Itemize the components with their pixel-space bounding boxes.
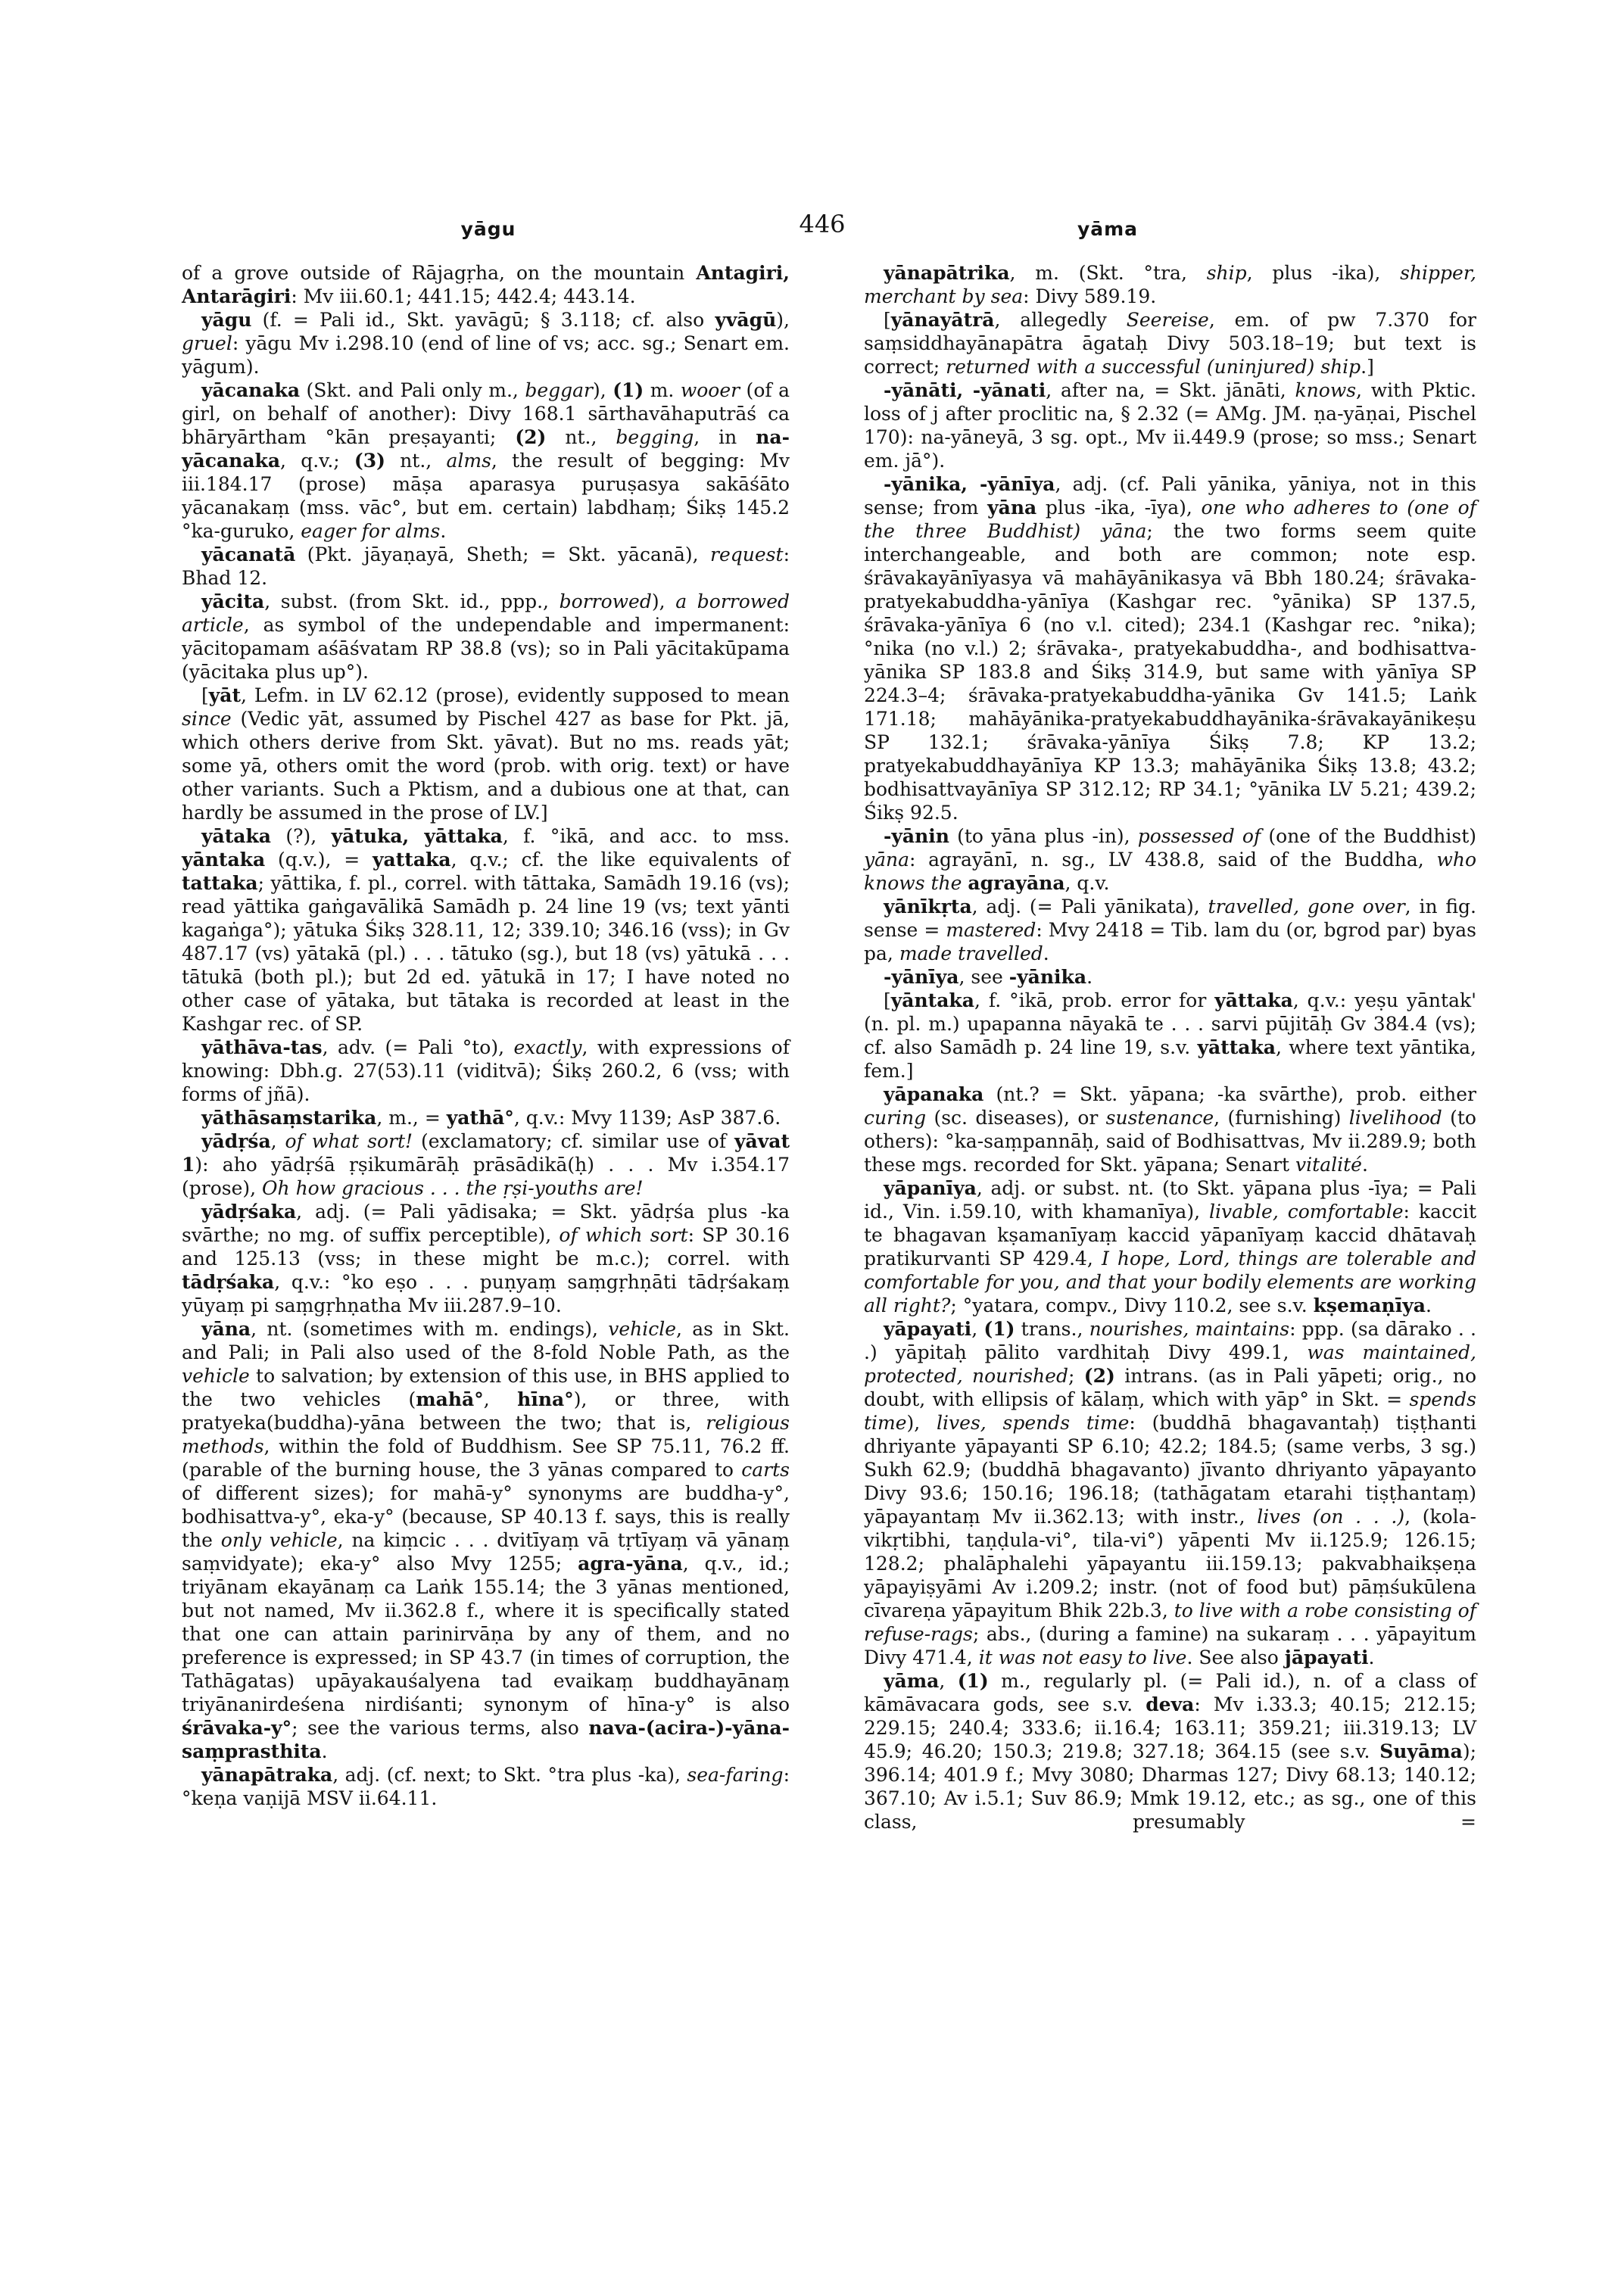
italic-gloss: wooer (680, 379, 740, 401)
entry-text: (?), (271, 825, 332, 847)
italic-gloss: possessed of (1137, 825, 1261, 847)
entry-text: plus -ika, -īya), (1036, 497, 1202, 519)
entry-text: , (971, 1318, 984, 1340)
bold-text: (1) (983, 1318, 1015, 1340)
bold-text: yāpayati (884, 1318, 972, 1340)
entry-text: : yāgu Mv i.298.10 (end of line of vs; acc. sg.; Senart em. yāgum). (182, 332, 790, 378)
entry-text: ; (1068, 1365, 1084, 1387)
entry-text: ; yāttika, f. pl., correl. with tāttaka, Samādh 19.16 (vs); read yāttika gaṅgavālikā Samādh p. 24 line 19 (vs; text yānti kagaṅga°); yātuka Śikṣ 328.11, 12; 339.10; 346.16 (vss); in Gv 487.17 (vs) yātakā (pl.) . . . tātuko (sg.), but 18 (vs) yātukā . . . tātukā (both pl.); but 2d ed. yātukā in 17; I have noted no other case of yātaka, but tātaka is recorded at least in the Kashgar rec. of SP. (182, 872, 790, 1035)
entry-text: (Vedic yāt, assumed by Pischel 427 as base for Pkt. jā, which others derive from Skt. yāvat). But no ms. reads yāt; some yā, others omit the word (prob. with orig. text) or have other variants. Such a Pktism, and a dubious one at that, can hardly be assumed in the prose of LV.] (182, 708, 790, 824)
entry-text: [ (201, 684, 209, 706)
entry-text: (one of the Buddhist) (1261, 825, 1477, 847)
italic-gloss: borrowed (559, 590, 652, 612)
italic-gloss: returned with a successful (uninjured) ship (946, 356, 1361, 378)
italic-gloss: sea-faring (687, 1764, 784, 1786)
italic-gloss: begging (616, 426, 694, 448)
italic-gloss: carts (741, 1459, 790, 1481)
entry-text: : °keṇa vaṇijā MSV ii.64.11. (182, 1764, 790, 1809)
italic-gloss: curing (864, 1107, 927, 1129)
entry-text: , after na, = Skt. jānāti, (1046, 379, 1295, 401)
bold-text: yānapātrika (884, 262, 1010, 284)
entry-text: : (buddhā bhagavantaḥ) tiṣṭhanti dhriyante yāpayanti SP 6.10; 42.2; 184.5; (same verbs, 3 sg.) Sukh 62.9; (buddhā bhagavanto) jīvanto dhriyanto yāpayanto Divy 93.6; 150.16; 196.18; (tathāgatam etarahi tiṣṭhantaṃ) yāpayantaṃ Mv ii.362.13; with instr., (864, 1412, 1476, 1528)
entry-text: [ (884, 309, 891, 331)
entry-text: , adj. or subst. nt. (to Skt. yāpana plus -īya; = Pali id., Vin. i.59.10, with khamanīya), (864, 1177, 1476, 1223)
entry-text: . (1425, 1294, 1432, 1316)
bold-text: -yānīya (884, 966, 959, 988)
entry-text: , (270, 1130, 285, 1152)
entry-text: , as in Skt. and Pali; in Pali also used of the 8-fold Noble Path, as the (182, 1318, 790, 1363)
bold-text: yāpanaka (884, 1083, 984, 1105)
italic-gloss: vehicle (608, 1318, 677, 1340)
entry-text: [ (884, 989, 891, 1011)
entry-text: , see (959, 966, 1009, 988)
entry-text: , with Pktic. loss of j after proclitic na, § 2.32 (= AMg. JM. ṇa-yāṇai, Pischel 170): na-yāneyā, 3 sg. opt., Mv ii.449.9 (prose; so mss.; Senart em. jā°). (864, 379, 1477, 472)
entry-text: trans., (1015, 1318, 1089, 1340)
entry-text: , m., = (376, 1107, 447, 1129)
entry-text: . (1086, 966, 1093, 988)
bold-text: yāpanīya (884, 1177, 977, 1199)
bold-text: agra-yāna (578, 1553, 683, 1575)
bold-text: deva (1146, 1693, 1195, 1715)
entry-text: , q.v.: Mvy 1139; AsP 387.6. (513, 1107, 781, 1129)
dictionary-entry (864, 895, 1476, 965)
entry-text: ), (651, 590, 676, 612)
entry-text: : Bhad 12. (182, 544, 790, 589)
entry-text: . (1368, 1647, 1375, 1668)
entry-text: to salvation; by extension of this use, in BHS applied to the two vehicles ( (182, 1365, 790, 1410)
entry-text: , q.v.: °ko eṣo . . . puṇyaṃ saṃgṛhṇāti tādṛśakaṃ yūyaṃ pi saṃgṛhṇatha Mv iii.287.9–10. (182, 1271, 790, 1316)
entry-text: : Mvy 2418 = Tib. lam du (or, bgrod par) byas pa, (864, 919, 1476, 964)
bold-text: (1) (613, 379, 644, 401)
dictionary-entry (182, 1763, 790, 1810)
entry-text: , where text yāntika, fem.] (864, 1036, 1476, 1082)
italic-gloss: lives, spends time (937, 1412, 1130, 1434)
entry-text: , m. (Skt. °tra, (1009, 262, 1207, 284)
dictionary-entry (864, 472, 1476, 824)
entry-text: ), (906, 1412, 937, 1434)
entry-text: , adj. (cf. Pali yānika, yāniya, not in this sense; from (864, 473, 1476, 519)
bold-text: -yānin (884, 825, 949, 847)
bold-text: yāvat 1 (182, 1130, 790, 1176)
entry-text: , in fig. sense = (864, 896, 1477, 941)
entry-text: . (1361, 1154, 1368, 1176)
italic-gloss: shipper, merchant by sea (864, 262, 1476, 307)
bold-text: yānīkṛta (884, 896, 972, 918)
bold-text: yādṛśa (201, 1130, 271, 1152)
entry-text: . (440, 520, 447, 542)
bold-text: (3) (354, 450, 385, 472)
entry-text: , the result of begging: Mv iii.184.17 (prose) māṣa aparasya puruṣasya sakāśāto yācanakaṃ (mss. vāc°, but em. certain) labdhaṃ; Śikṣ 145.2 °ka-guruko, (182, 450, 790, 542)
entry-text: ), or three, with pratyeka(buddha)-yāna between the two; that is, (182, 1388, 790, 1434)
italic-gloss: exactly (513, 1036, 582, 1058)
entry-text: ); 396.14; 401.9 f.; Mvy 3080; Dharmas 127; Divy 68.13; 140.12; 367.10; Av i.5.1; Suv 86.9; Mmk 19.12, etc.; as sg., one of this class, presumably = (864, 1740, 1476, 1833)
entry-text: , adv. (= Pali °to), (322, 1036, 514, 1058)
entry-text: (to others): °ka-saṃpannāḥ, said of Bodhisattvas, Mv ii.289.9; both these mgs. recorded for Skt. yāpana; Senart (864, 1107, 1476, 1176)
dictionary-entry (182, 379, 790, 543)
entry-text: , f. °ikā, prob. error for (974, 989, 1215, 1011)
italic-gloss: one who adheres to (one of the three Buddhist) yāna (864, 497, 1476, 542)
italic-gloss: of which sort (559, 1224, 688, 1246)
dictionary-entry (864, 989, 1476, 1083)
entry-text: , subst. (from Skt. id., ppp., (264, 590, 560, 612)
entry-text: , nt. (sometimes with m. endings), (251, 1318, 609, 1340)
italic-gloss: knows (1295, 379, 1357, 401)
bold-text: yathā° (446, 1107, 514, 1129)
entry-text: , q.v., id.; triyānam ekayānaṃ ca Laṅk 155.14; the 3 yānas mentioned, but not named, Mv ii.362.8 f., where it is specifically stated that one can attain parinirvāṇa by any of them, and no preference is expressed; in SP 43.7 (in times of corruption, the Tathāgatas) upāyakauśalyena tad evaikaṃ buddhayānaṃ triyānanirdeśena nirdiśanti; synonym of hīna-y° is also (182, 1553, 790, 1715)
italic-gloss: a borrowed article (182, 590, 790, 636)
bold-text: hīna° (517, 1388, 574, 1410)
bold-text: yāntaka (182, 849, 266, 871)
italic-gloss: vitalité (1295, 1154, 1362, 1176)
bold-text: yāthāva-tas (201, 1036, 323, 1058)
entry-text: ; see the various terms, also (291, 1717, 589, 1739)
italic-gloss: who knows the (864, 849, 1476, 894)
italic-gloss: alms (446, 450, 491, 472)
entry-text: , allegedly (994, 309, 1127, 331)
bold-text: Antagiri, Antarāgiri (182, 262, 790, 307)
entry-text: . See also (1186, 1647, 1285, 1668)
entry-text: (nt.? = Skt. yāpana; -ka svārthe), prob. either (983, 1083, 1476, 1105)
left-column (182, 261, 790, 1810)
bold-text: yāttaka (1214, 989, 1293, 1011)
entry-text: (f. = Pali id., Skt. yavāgū; § 3.118; cf. also (251, 309, 715, 331)
entry-text: , adj. (= Pali yānikata), (971, 896, 1208, 918)
bold-text: śrāvaka-y° (182, 1717, 292, 1739)
entry-text: , Lefm. in LV 62.12 (prose), evidently supposed to mean (241, 684, 790, 706)
dictionary-entry (182, 1317, 790, 1763)
italic-gloss: travelled, gone over (1208, 896, 1405, 918)
italic-gloss: nourishes, maintains (1089, 1318, 1290, 1340)
entry-text: nt., (546, 426, 616, 448)
dictionary-entry (182, 1036, 790, 1106)
bold-text: yānayātrā (890, 309, 995, 331)
dictionary-entry (864, 1317, 1476, 1669)
entry-text: m. (644, 379, 681, 401)
entry-text: , in (694, 426, 756, 448)
italic-gloss: eager for alms (301, 520, 441, 542)
dictionary-entry (182, 308, 790, 379)
entry-text: (exclamatory; cf. similar use of (413, 1130, 735, 1152)
italic-gloss: vehicle (182, 1365, 250, 1387)
bold-text: agrayāna (968, 872, 1065, 894)
bold-text: (2) (515, 426, 547, 448)
dictionary-entry (182, 590, 790, 684)
bold-text: yāna (987, 497, 1037, 519)
entry-text: , em. of pw 7.370 for saṃsiddhayānapātra āgataḥ Divy 503.18–19; but text is correct; (864, 309, 1476, 378)
bold-text: yātuka, yāttaka (331, 825, 503, 847)
italic-gloss: sustenance (1105, 1107, 1214, 1129)
bold-text: yācanatā (201, 544, 296, 565)
italic-gloss: of what sort! (285, 1130, 413, 1152)
bold-text: yāt (208, 684, 242, 706)
dictionary-entry (864, 965, 1476, 989)
entry-text: ; the two forms seem quite interchangeable, and both are common; note esp. śrāvakayānīyasya vā mahāyānikasya vā Bbh 180.24; śrāvaka-pratyekabuddha-yānīya (Kashgar rec. °yānika) SP 137.5, śrāvaka-yānīya 6 (no v.l. cited); 234.1 (Kashgar rec. °nika); °nika (no v.l.) 2; śrāvaka-, pratyekabuddha-, and bodhisattva-yānika SP 183.8 and Śikṣ 314.9, but same with yānīya SP 224.3–4; śrāvaka-pratyekabuddha-yānika Gv 141.5; Laṅk 171.18; mahāyānika-pratyekabuddhayānika-śrāvakayānikeṣu SP 132.1; śrāvaka-yānīya Śikṣ 7.8; KP 13.2; pratyekabuddhayānīya KP 13.3; mahāyānika Śikṣ 13.8; 43.2; bodhisattvayānīya SP 312.12; RP 34.1; °yānika LV 5.21; 439.2; Śikṣ 92.5. (864, 520, 1477, 824)
dictionary-entry (182, 1129, 790, 1200)
entry-text: , plus -ika), (1246, 262, 1401, 284)
italic-gloss: livable, comfortable (1209, 1201, 1404, 1223)
italic-gloss: was maintained, protected, nourished (864, 1341, 1476, 1387)
entry-text: , adj. (= Pali yādisaka; = Skt. yādṛśa plus -ka svārthe; no mg. of suffix perceptible), (182, 1201, 790, 1246)
italic-gloss: beggar (525, 379, 594, 401)
dictionary-entry (864, 1669, 1476, 1833)
italic-gloss: yāna (864, 849, 910, 871)
italic-gloss: made travelled (899, 942, 1043, 964)
entry-text: ; °yatara, compv., Divy 110.2, see s.v. (950, 1294, 1314, 1316)
bold-text: (2) (1083, 1365, 1115, 1387)
dictionary-entry (182, 261, 790, 308)
bold-text: yvāgū (715, 309, 777, 331)
bold-text: yāntaka (890, 989, 974, 1011)
italic-gloss: Oh how gracious . . . the ṛṣi-youths are! (262, 1177, 644, 1199)
bold-text: yāthāsaṃstarika (201, 1107, 377, 1129)
italic-gloss: since (182, 708, 232, 730)
entry-text: . (321, 1740, 328, 1762)
bold-text: -yānika (1008, 966, 1087, 988)
entry-text: of a grove outside of Rājagṛha, on the mountain (182, 262, 697, 284)
dictionary-entry (864, 1176, 1476, 1317)
dictionary-entry (864, 824, 1476, 895)
italic-gloss: spends time (864, 1388, 1476, 1434)
entry-text: ): aho yādṛśā ṛṣikumārāḥ prāsādikā(ḥ) . . . Mv i.354.17 (prose), (182, 1154, 790, 1199)
dictionary-entry (182, 1106, 790, 1129)
entry-text: (Skt. and Pali only m., (300, 379, 525, 401)
entry-text: , q.v.; cf. the like equivalents of (450, 849, 790, 871)
entry-text: : ppp. (sa dārako . . .) yāpitaḥ pālito vardhitaḥ Divy 499.1, (864, 1318, 1476, 1363)
entry-text: : SP 30.16 and 125.13 (vss; in these might be m.c.); correl. with (182, 1224, 790, 1270)
entry-text: .] (1361, 356, 1374, 378)
italic-gloss: religious methods (182, 1412, 790, 1457)
bold-text: nava-(acira-)-yāna-saṃprasthita (182, 1717, 790, 1762)
bold-text: yācita (201, 590, 265, 612)
bold-text: yāgu (201, 309, 252, 331)
page-number: 446 (799, 210, 846, 238)
entry-text: , with expressions of knowing: Dbh.g. 27(53).11 (viditvā); Śikṣ 260.2, 6 (vss; with forms of jñā). (182, 1036, 790, 1105)
bold-text: -yānāti, -yānati (884, 379, 1046, 401)
entry-text: , q.v.; (280, 450, 354, 472)
italic-gloss: gruel (182, 332, 232, 354)
italic-gloss: lives (on . . .) (1257, 1506, 1405, 1528)
italic-gloss: only vehicle (220, 1529, 338, 1551)
dictionary-entry (864, 1083, 1476, 1176)
entry-text: , (483, 1388, 518, 1410)
dictionary-entry (182, 543, 790, 590)
bold-text: yādṛśaka (201, 1201, 297, 1223)
entry-text: , na kiṃcic . . . dvitīyaṃ vā tṛtīyaṃ vā yānaṃ saṃvidyate); eka-y° also Mvy 1255; (182, 1529, 790, 1575)
entry-text: , f. °ikā, and acc. to mss. (502, 825, 790, 847)
entry-text: : Mv iii.60.1; 441.15; 442.4; 443.14. (291, 285, 636, 307)
bold-text: yācanaka (201, 379, 301, 401)
bold-text: Suyāma (1379, 1740, 1463, 1762)
italic-gloss: livelihood (1348, 1107, 1442, 1129)
entry-text: , (939, 1670, 958, 1692)
entry-text: , within the fold of Buddhism. See SP 75.11, 76.2 ff. (parable of the burning house, the 3 yānas compared to (182, 1435, 790, 1481)
italic-gloss: mastered (946, 919, 1036, 941)
italic-gloss: to live with a robe consisting of refuse-rags (864, 1600, 1476, 1645)
italic-gloss: it was not easy to live (978, 1647, 1187, 1668)
entry-text: ; abs., (during a famine) na sukaraṃ . . . yāpayitum Divy 471.4, (864, 1623, 1476, 1668)
dictionary-entry (182, 1200, 790, 1317)
entry-text: : Divy 589.19. (1023, 285, 1157, 307)
entry-text: intrans. (as in Pali yāpeti; orig., no doubt, with ellipsis of kālaṃ, which with yāp° in Skt. = (864, 1365, 1477, 1410)
entry-text: nt., (385, 450, 447, 472)
entry-text: , (kola-vikṛtibhi, taṇḍula-vi°, tila-vi°) yāpenti Mv ii.125.9; 126.15; 128.2; phalāphalehi yāpayantu iii.159.13; pakvabhaikṣeṇa yāpayiṣyāmi Av i.209.2; instr. (not of food but) pāṃśukūlena cīvareṇa yāpayitum Bhik 22b.3, (864, 1506, 1477, 1622)
entry-text: ), (776, 309, 790, 331)
bold-text: -yānika, -yānīya (884, 473, 1055, 495)
bold-text: tattaka (182, 872, 258, 894)
entry-text: , as symbol of the undependable and impermanent: yācitopamam aśāśvatam RP 38.8 (vs); so in Pali yācitakūpama (yācitaka plus up°). (182, 614, 790, 683)
right-column (864, 261, 1476, 1833)
dictionary-entry (864, 261, 1476, 308)
italic-gloss: request (710, 544, 784, 565)
entry-text: : kaccit te bhagavan kṣamanīyaṃ kaccid yāpanīyaṃ kaccid dhātavaḥ pratikurvanti SP 429.4, (864, 1201, 1476, 1270)
entry-text: , q.v.: yeṣu yāntak' (n. pl. m.) upapanna nāyakā te . . . sarvi pūjitāḥ Gv 384.4 (vs); cf. also Samādh p. 24 line 19, s.v. (864, 989, 1476, 1058)
italic-gloss: Seereise (1126, 309, 1209, 331)
bold-text: (1) (957, 1670, 989, 1692)
entry-text: of different sizes); for mahā-y° synonyms are buddha-y°, bodhisattva-y°, eka-y° (because, SP 40.13 f. says, this is really the (182, 1482, 790, 1551)
entry-text: , q.v. (1064, 872, 1110, 894)
entry-text: ), (593, 379, 613, 401)
right-guide-word: yāma (1077, 218, 1139, 240)
bold-text: yāna (201, 1318, 251, 1340)
entry-text: (sc. diseases), or (926, 1107, 1106, 1129)
entry-text: . (1043, 942, 1049, 964)
dictionary-entry (864, 379, 1476, 472)
dictionary-entry (182, 684, 790, 824)
bold-text: na-yācanaka (182, 426, 790, 472)
bold-text: yānapātraka (201, 1764, 333, 1786)
bold-text: jāpayati (1284, 1647, 1369, 1668)
bold-text: mahā° (416, 1388, 484, 1410)
entry-text: : Mv i.33.3; 40.15; 212.15; 229.15; 240.4; 333.6; ii.16.4; 163.11; 359.21; iii.319.13; LV 45.9; 46.20; 150.3; 219.8; 327.18; 364.15 (see s.v. (864, 1693, 1476, 1762)
entry-text: (Pkt. jāyaṇayā, Sheth; = Skt. yācanā), (295, 544, 711, 565)
bold-text: yāttaka (1197, 1036, 1276, 1058)
dictionary-entry (864, 308, 1476, 379)
bold-text: kṣemaṇīya (1313, 1294, 1426, 1316)
entry-text: , adj. (cf. next; to Skt. °tra plus -ka), (332, 1764, 687, 1786)
entry-text: (to yāna plus -in), (949, 825, 1138, 847)
bold-text: yattaka (372, 849, 451, 871)
italic-gloss: I hope, Lord, things are tolerable and comfortable for you, and that your bodily elements are working all right? (864, 1248, 1476, 1316)
bold-text: yātaka (201, 825, 271, 847)
entry-text: : agrayānī, n. sg., LV 438.8, said of the Buddha, (909, 849, 1437, 871)
entry-text: (q.v.), = (265, 849, 373, 871)
entry-text: , (furnishing) (1214, 1107, 1349, 1129)
entry-text: m., regularly pl. (= Pali id.), n. of a class of kāmāvacara gods, see s.v. (864, 1670, 1476, 1715)
bold-text: yāma (884, 1670, 940, 1692)
left-guide-word: yāgu (460, 218, 516, 240)
entry-text: (of a girl, on behalf of another): Divy 168.1 sārthavāhaputrāś ca bhāryārtham °kān preṣayanti; (182, 379, 790, 448)
bold-text: tādṛśaka (182, 1271, 275, 1293)
italic-gloss: ship (1206, 262, 1247, 284)
dictionary-entry (182, 824, 790, 1036)
